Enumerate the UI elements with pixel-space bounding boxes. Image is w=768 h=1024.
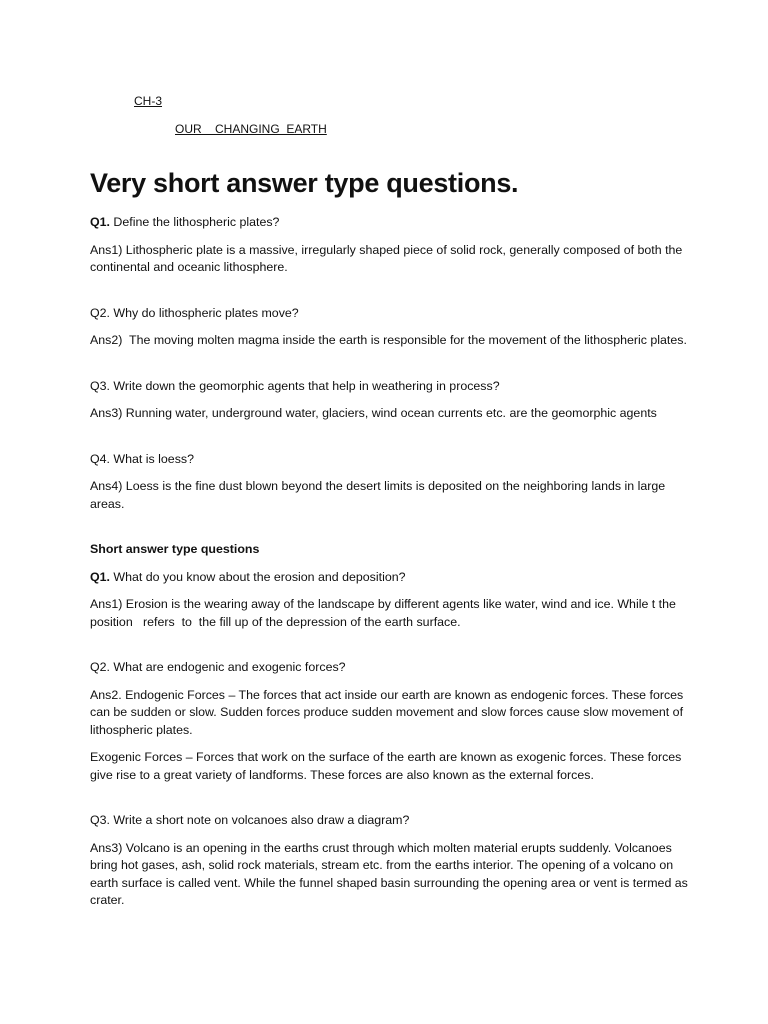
question: Q2. What are endogenic and exogenic forces? <box>90 660 346 674</box>
question <box>90 569 690 587</box>
document-body <box>90 214 690 938</box>
question-label: Q1. <box>90 215 110 229</box>
very-short-heading: Very short answer type questions. <box>90 168 519 198</box>
question-text: Define the lithospheric plates? <box>109 215 280 229</box>
answer: Ans2. Endogenic Forces – The forces that act inside our earth are known as endogenic forces. These forces can be sudden or slow. Sudden forces produce sudden movement and slow forces cause slow movement of lithospheric plates. <box>90 687 684 737</box>
answer: Ans2) The moving molten magma inside the earth is responsible for the movement of the lithospheric plates. <box>90 333 687 347</box>
chapter-title: OUR CHANGING EARTH <box>175 122 327 136</box>
question <box>90 214 690 232</box>
question: Q2. Why do lithospheric plates move? <box>90 305 299 320</box>
answer: Ans4) Loess is the fine dust blown beyond the desert limits is deposited on the neighboring lands in large areas. <box>90 479 666 511</box>
answer: Ans1) Lithospheric plate is a massive, irregularly shaped piece of solid rock, generally composed of both the continental and oceanic lithosphere. <box>90 242 683 274</box>
question: Q4. What is loess? <box>90 451 194 466</box>
answer: Ans3) Volcano is an opening in the earths crust through which molten material erupts suddenly. Volcanoes bring hot gases, ash, solid rock materials, stream etc. from the earths interior. The opening of a volcano on earth surface is called vent. While the funnel shaped basin surrounding the opening area or vent is termed as crater. <box>90 840 688 907</box>
answer-continued: Exogenic Forces – Forces that work on the surface of the earth are known as exogenic forces. These forces give rise to a great variety of landforms. These forces are also known as the external forces. <box>90 750 682 782</box>
question-text: What do you know about the erosion and deposition? <box>109 569 406 584</box>
chapter-number: CH-3 <box>134 94 163 108</box>
question: Q3. Write down the geomorphic agents that help in weathering in process? <box>90 378 500 393</box>
short-answer-heading: Short answer type questions <box>90 542 260 556</box>
answer: Ans3) Running water, underground water, glaciers, wind ocean currents etc. are the geomorphic agents <box>90 406 657 420</box>
question: Q3. Write a short note on volcanoes also draw a diagram? <box>90 813 410 827</box>
answer: Ans1) Erosion is the wearing away of the landscape by different agents like water, wind and ice. While t the position refers to the fill up of the depression of the earth surface. <box>90 597 687 629</box>
question-label: Q1. <box>90 569 110 584</box>
